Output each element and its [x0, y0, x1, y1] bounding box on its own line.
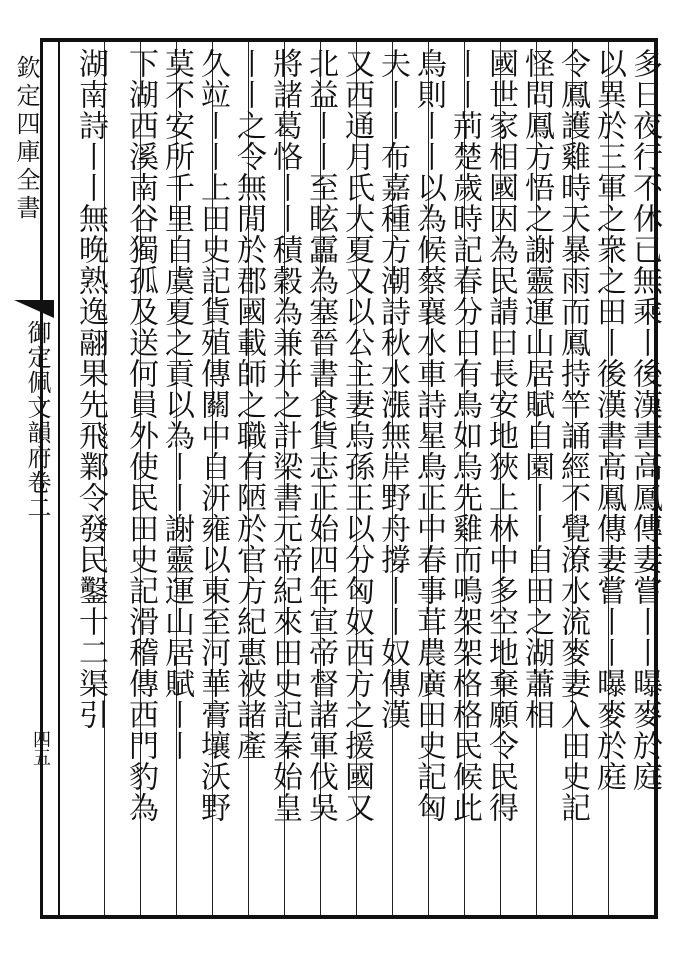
text-column: 夫丨丨布嘉種方潮詩秋水漲無岸野舟撐丨丨奴傳漢 [375, 48, 410, 730]
text-column: 將諸葛恪丨丨積穀為兼并之計梁書元帝紀來田史記秦始皇 [267, 48, 302, 823]
frame-bottom-border [40, 915, 658, 919]
text-column: 以異於三軍之衆之田丨後漢書高鳳傳妻嘗丨丨曝麥於庭 [591, 48, 626, 792]
text-column: 怪問鳳方悟之謝靈運山居賦自園丨丨自田之湖蕭相 [519, 48, 554, 730]
collection-title: 欽定四庫全書 [12, 55, 40, 223]
text-column: 鳥則丨丨以為候蔡襄水車詩星鳥正中春事茸農廣田史記匈 [411, 48, 446, 823]
text-column: 多日夜行不休已無乘丨後漢書高鳳傳妻嘗丨丨曝麥於庭 [627, 48, 662, 792]
text-column: 莫不安所千里自虞夏之貢以為丨丨謝靈運山居賦丨丨 [159, 48, 194, 761]
edge-strip-rule [58, 38, 60, 919]
book-title: 御定佩文韻府卷二 [23, 320, 51, 520]
text-column: 又西通月氏大夏又以公主妻烏孫王以分匈奴西方之援國又 [339, 48, 374, 823]
fish-tail-mark [14, 300, 54, 318]
text-column: 湖南詩丨丨無晚熟逸翮果先飛鄴令發民鑿十二渠引 [73, 48, 108, 730]
page-number: 四五 [30, 730, 51, 766]
text-column: 國世家相國因為民請曰長安地狹上林中多空地棄願令民得 [483, 48, 518, 823]
text-column: 令鳳護雞時天暴雨而鳳持竿誦經不覺潦水流麥妻入田史記 [555, 48, 590, 823]
text-column: 北益丨丨至眩靁為塞晉書食貨志正始四年宣帝督諸軍伐吳 [303, 48, 338, 823]
text-column: 久竝丨丨上田史記貨殖傳關中自汧雍以東至河華膏壤沃野 [195, 48, 230, 823]
text-column: 丨丨荊楚歲時記春分日有鳥如烏先雞而鳴架架格格民候此 [447, 48, 482, 823]
text-column: 下湖西溪南谷獨孤及送何員外使民田史記滑稽傳西門豹為 [123, 48, 158, 823]
text-column: 丨丨之令無閒於郡國載師之職有陋於官方紀惠被諸產 [231, 48, 266, 761]
frame-top-border [40, 38, 658, 42]
